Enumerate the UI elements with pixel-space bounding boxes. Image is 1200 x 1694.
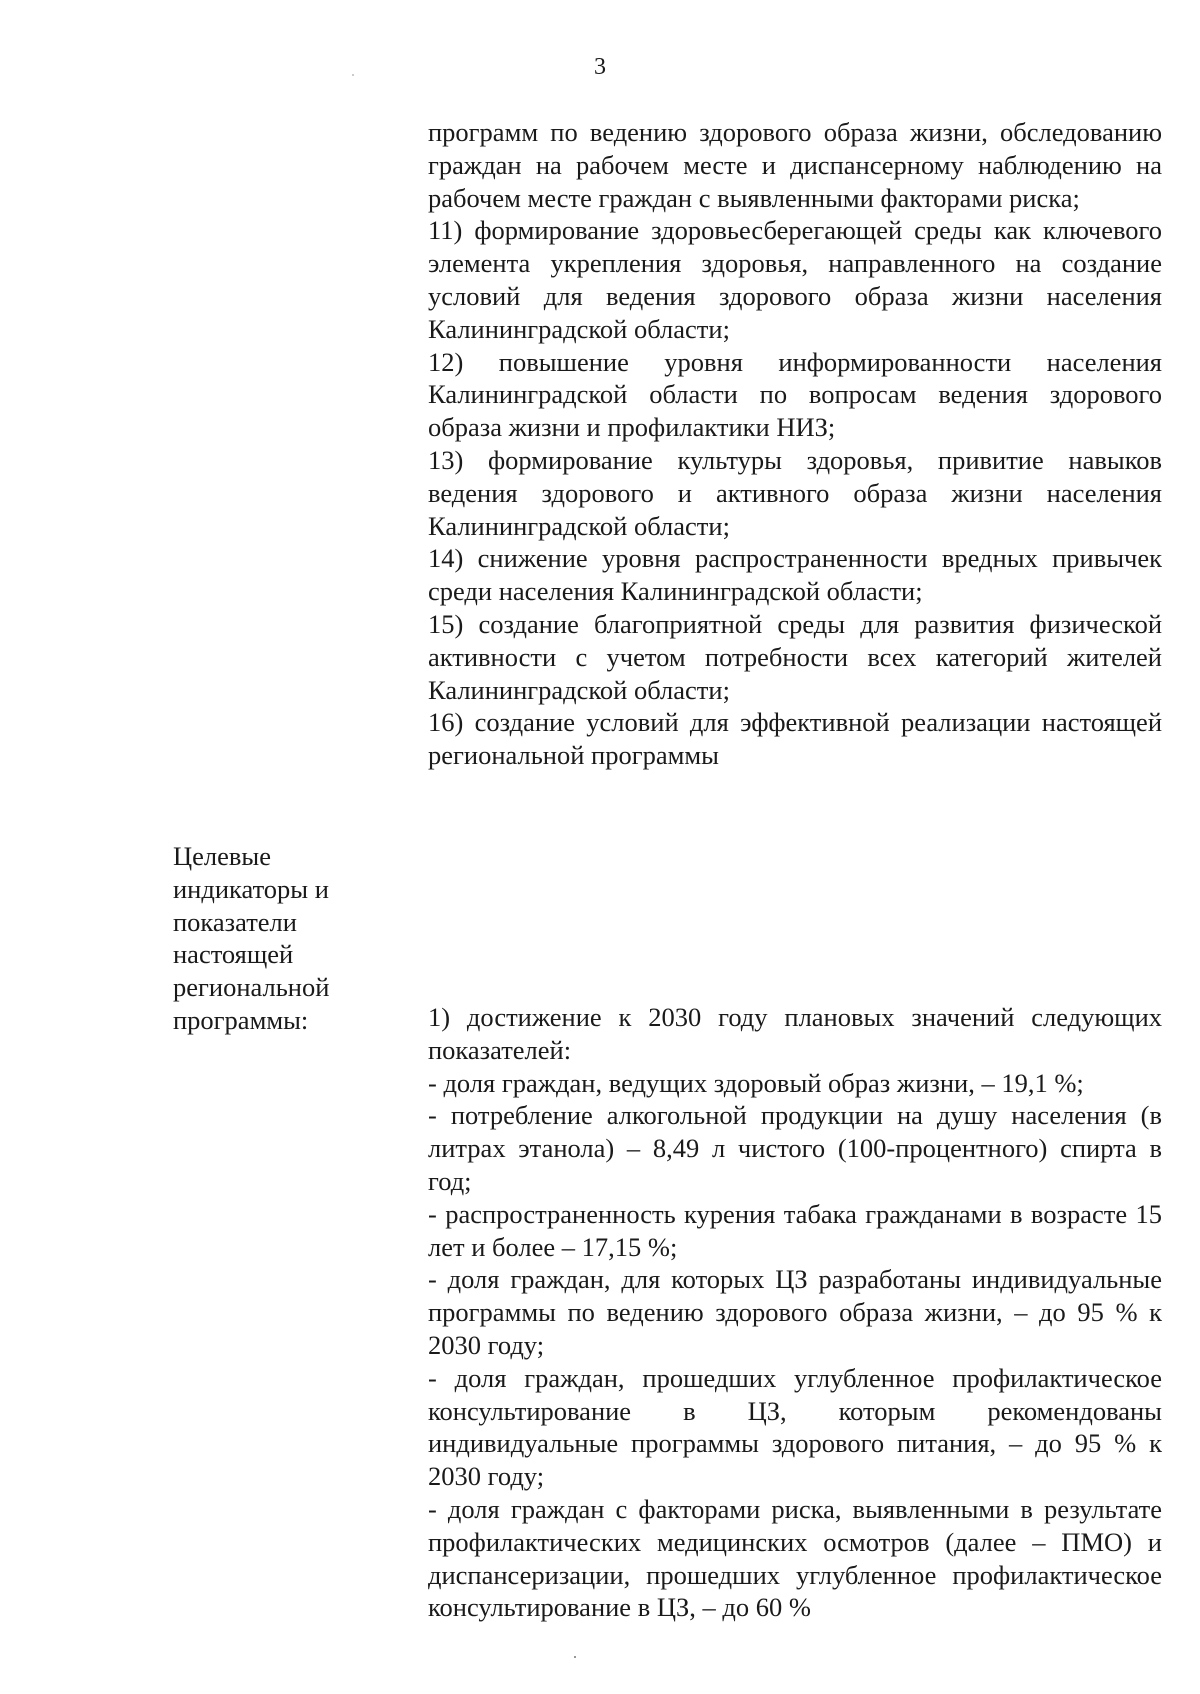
task-item: 11) формирование здоровьесберегающей среды как ключевого элемента укрепления здоровья, направленного на создание условий для ведения здорового образа жизни населения Калининградской области; xyxy=(428,215,1162,344)
section-label-line: Целевые xyxy=(173,841,271,871)
section-label-line: индикаторы и xyxy=(173,873,329,904)
indicator-item: - доля граждан, прошедших углубленное профилактическое консультирование в ЦЗ, которым рекомендованы индивидуальные программы здорового питания, – до 95 % к 2030 году; xyxy=(428,1362,1162,1492)
task-item: 16) создание условий для эффективной реализации настоящей региональной программы xyxy=(428,707,1162,771)
task-item: 12) повышение уровня информированности населения Калининградской области по вопросам ведения здорового образа жизни и профилактики НИЗ; xyxy=(428,346,1162,443)
tasks-list-continued xyxy=(428,116,1162,772)
task-item: 13) формирование культуры здоровья, привитие навыков ведения здорового и активного образа жизни населения Калининградской области; xyxy=(428,444,1162,541)
task-item: программ по ведению здорового образа жизни, обследованию граждан на рабочем месте и диспансерному наблюдению на рабочем месте граждан с выявленными факторами риска; xyxy=(428,117,1162,213)
section-label-line: настоящей xyxy=(173,939,294,970)
indicator-item: - распространенность курения табака гражданами в возрасте 15 лет и более – 17,15 %; xyxy=(428,1198,1162,1262)
scan-speck xyxy=(352,74,354,76)
indicator-item: - потребление алкогольной продукции на душу населения (в литрах этанола) – 8,49 л чистого (100-процентного) спирта в год; xyxy=(428,1100,1162,1196)
scan-speck xyxy=(574,1656,576,1658)
indicator-item: - доля граждан с факторами риска, выявленными в результате профилактических медицинских осмотров (далее – ПМО) и диспансеризации, прошедших углубленное профилактическое консультирование в ЦЗ, – до 60 % xyxy=(428,1493,1162,1623)
indicator-item: - доля граждан, ведущих здоровый образ жизни, – 19,1 %; xyxy=(428,1067,1084,1098)
indicator-item: - доля граждан, для которых ЦЗ разработаны индивидуальные программы по ведению здорового образа жизни, – до 95 % к 2030 году; xyxy=(428,1264,1162,1360)
indicators-list xyxy=(428,1001,1162,1624)
section-label-line: показатели xyxy=(173,906,297,937)
task-item: 14) снижение уровня распространенности вредных привычек среди населения Калининградской области; xyxy=(428,543,1162,607)
section-label-line: программы: xyxy=(173,1004,309,1035)
section-label-indicators xyxy=(173,840,403,1037)
page-number: 3 xyxy=(594,54,606,80)
indicator-item: 1) достижение к 2030 году плановых значений следующих показателей: xyxy=(428,1002,1162,1065)
section-label-line: региональной xyxy=(173,972,330,1003)
task-item: 15) создание благоприятной среды для развития физической активности с учетом потребности всех категорий жителей Калининградской области; xyxy=(428,608,1162,705)
